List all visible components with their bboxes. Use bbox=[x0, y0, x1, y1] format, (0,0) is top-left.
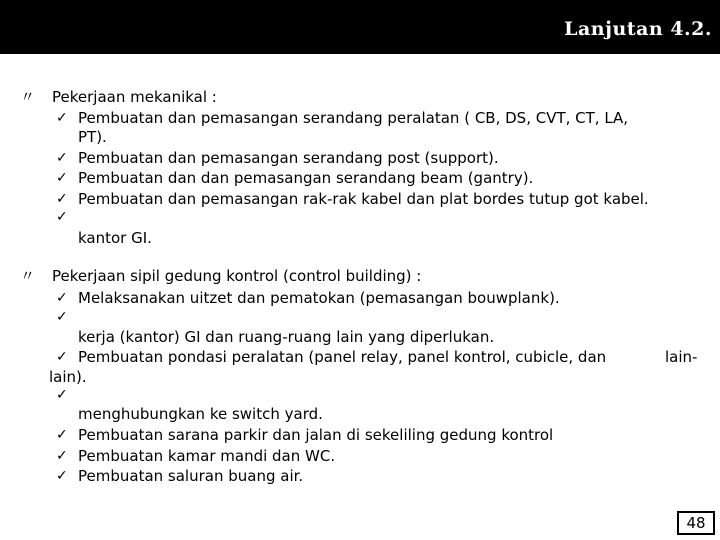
list-item: Pembuatan sarana parkir dan jalan di sekeliling gedung kontrol bbox=[78, 426, 554, 444]
check-icon: ✓ bbox=[56, 150, 68, 166]
check-icon: ✓ bbox=[56, 110, 68, 126]
main-bullet-icon: 〃 bbox=[20, 88, 36, 106]
page-number: 48 bbox=[677, 511, 715, 535]
list-item: Pembuatan dan pemasangan serandang post (support). bbox=[78, 149, 499, 167]
list-item: Pembuatan dan pemasangan serandang peralatan ( CB, DS, CVT, CT, LA, bbox=[78, 109, 629, 127]
check-icon: ✓ bbox=[56, 309, 68, 325]
check-icon: ✓ bbox=[56, 349, 68, 365]
list-item: Pembuatan kamar mandi dan WC. bbox=[78, 447, 336, 465]
check-icon: ✓ bbox=[56, 191, 68, 207]
list-item-continuation: lain- bbox=[665, 348, 698, 366]
list-item: Pembuatan dan dan pemasangan serandang beam (gantry). bbox=[78, 169, 534, 187]
list-item: Pembuatan pondasi peralatan (panel relay, panel kontrol, cubicle, dan bbox=[78, 348, 607, 366]
check-icon: ✓ bbox=[56, 170, 68, 186]
check-icon: ✓ bbox=[56, 468, 68, 484]
list-item: kantor GI. bbox=[78, 229, 152, 247]
list-item: Pembuatan saluran buang air. bbox=[78, 467, 304, 485]
slide-title: Lanjutan 4.2. bbox=[564, 18, 712, 40]
list-item: Pembuatan dan pemasangan rak-rak kabel dan plat bordes tutup got kabel. bbox=[78, 190, 649, 208]
section2-heading: Pekerjaan sipil gedung kontrol (control building) : bbox=[52, 267, 422, 285]
check-icon: ✓ bbox=[56, 209, 68, 225]
check-icon: ✓ bbox=[56, 387, 68, 403]
check-icon: ✓ bbox=[56, 427, 68, 443]
list-item: kerja (kantor) GI dan ruang-ruang lain yang diperlukan. bbox=[78, 328, 495, 346]
list-item: Melaksanakan uitzet dan pematokan (pemasangan bouwplank). bbox=[78, 289, 560, 307]
check-icon: ✓ bbox=[56, 290, 68, 306]
list-item-continuation: lain). bbox=[49, 368, 87, 386]
section1-heading: Pekerjaan mekanikal : bbox=[52, 88, 217, 106]
title-bar bbox=[0, 0, 720, 54]
main-bullet-icon: 〃 bbox=[20, 267, 36, 285]
list-item: menghubungkan ke switch yard. bbox=[78, 405, 323, 423]
check-icon: ✓ bbox=[56, 448, 68, 464]
list-item-continuation: PT). bbox=[78, 128, 107, 146]
